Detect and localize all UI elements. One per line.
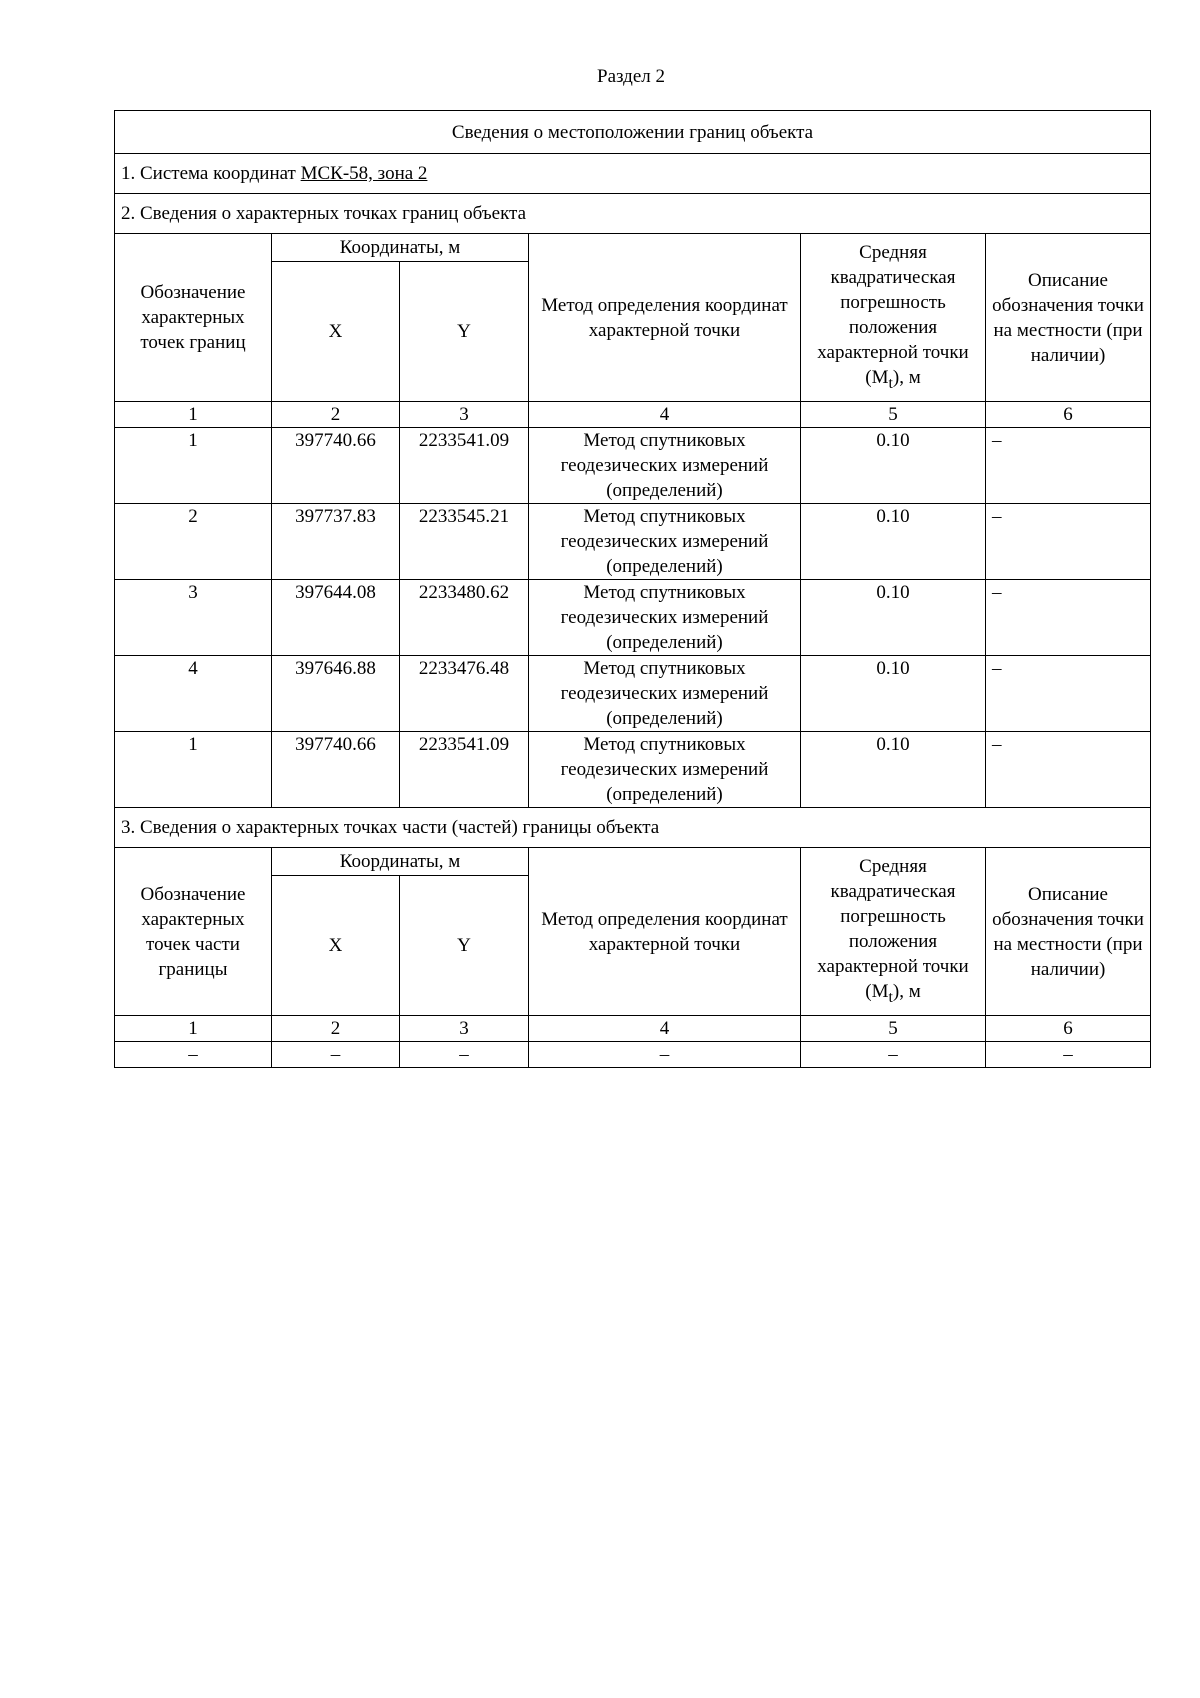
coord-system-prefix: 1. Система координат <box>121 163 301 184</box>
part3-heading-row <box>115 808 1151 848</box>
col-number: 6 <box>986 402 1151 428</box>
point-id: 1 <box>115 732 272 808</box>
col-number: 4 <box>529 1016 801 1042</box>
point-y: 2233545.21 <box>400 504 529 580</box>
empty-cell: – <box>801 1042 986 1068</box>
header-mse-sub: t <box>888 988 893 1006</box>
point-desc: – <box>986 504 1151 580</box>
table-row <box>115 732 1151 808</box>
col-number: 3 <box>400 402 529 428</box>
point-y: 2233480.62 <box>400 580 529 656</box>
col-number: 3 <box>400 1016 529 1042</box>
point-x: 397740.66 <box>272 732 400 808</box>
header-row <box>115 234 1151 262</box>
header-y: Y <box>400 262 529 402</box>
table-row <box>115 504 1151 580</box>
header-mse <box>801 848 986 1016</box>
point-mse: 0.10 <box>801 732 986 808</box>
part3-heading: 3. Сведения о характерных точках части (частей) границы объекта <box>115 808 1151 848</box>
point-method: Метод спутниковых геодезических измерений (определений) <box>529 732 801 808</box>
boundary-table <box>114 110 1151 1068</box>
header-mse-sub: t <box>888 374 893 392</box>
point-method: Метод спутниковых геодезических измерений (определений) <box>529 428 801 504</box>
header-y: Y <box>400 876 529 1016</box>
col-number: 4 <box>529 402 801 428</box>
point-method: Метод спутниковых геодезических измерений (определений) <box>529 656 801 732</box>
col-number: 5 <box>801 402 986 428</box>
empty-cell: – <box>400 1042 529 1068</box>
coord-system-row <box>115 154 1151 194</box>
empty-cell: – <box>529 1042 801 1068</box>
point-y: 2233476.48 <box>400 656 529 732</box>
header-point-designation: Обозначение характерных точек границ <box>115 234 272 402</box>
header-mse-text: Средняя квадратическая погрешность положения характерной точки (M <box>817 241 969 388</box>
col-number: 1 <box>115 402 272 428</box>
col-number: 5 <box>801 1016 986 1042</box>
empty-cell: – <box>986 1042 1151 1068</box>
part2-heading: 2. Сведения о характерных точках границ объекта <box>115 194 1151 234</box>
empty-cell: – <box>272 1042 400 1068</box>
header-mse-tail: ), м <box>892 366 921 388</box>
header-method: Метод определения координат характерной точки <box>529 848 801 1016</box>
point-x: 397646.88 <box>272 656 400 732</box>
column-numbers-row <box>115 402 1151 428</box>
col-number: 6 <box>986 1016 1151 1042</box>
table-title: Сведения о местоположении границ объекта <box>115 111 1151 154</box>
point-method: Метод спутниковых геодезических измерений (определений) <box>529 504 801 580</box>
header-method: Метод определения координат характерной точки <box>529 234 801 402</box>
col-number: 2 <box>272 402 400 428</box>
section-label: Раздел 2 <box>597 66 665 87</box>
table-row <box>115 428 1151 504</box>
point-desc: – <box>986 580 1151 656</box>
header-mse <box>801 234 986 402</box>
point-x: 397740.66 <box>272 428 400 504</box>
point-x: 397644.08 <box>272 580 400 656</box>
point-desc: – <box>986 656 1151 732</box>
title-row <box>115 111 1151 154</box>
header-x: X <box>272 876 400 1016</box>
point-y: 2233541.09 <box>400 732 529 808</box>
col-number: 1 <box>115 1016 272 1042</box>
coord-system-value: МСК-58, зона 2 <box>300 163 428 184</box>
point-mse: 0.10 <box>801 580 986 656</box>
header-mse-tail: ), м <box>892 980 921 1002</box>
point-id: 4 <box>115 656 272 732</box>
point-desc: – <box>986 428 1151 504</box>
point-x: 397737.83 <box>272 504 400 580</box>
point-id: 3 <box>115 580 272 656</box>
table-row <box>115 580 1151 656</box>
point-id: 1 <box>115 428 272 504</box>
point-method: Метод спутниковых геодезических измерений (определений) <box>529 580 801 656</box>
table-row-empty <box>115 1042 1151 1068</box>
header-mse-text: Средняя квадратическая погрешность положения характерной точки (M <box>817 855 969 1002</box>
point-id: 2 <box>115 504 272 580</box>
part-column-numbers-row <box>115 1016 1151 1042</box>
col-number: 2 <box>272 1016 400 1042</box>
header-description: Описание обозначения точки на местности (при наличии) <box>986 848 1151 1016</box>
point-y: 2233541.09 <box>400 428 529 504</box>
point-desc: – <box>986 732 1151 808</box>
coord-system <box>115 154 1151 194</box>
point-mse: 0.10 <box>801 504 986 580</box>
header-x: X <box>272 262 400 402</box>
empty-cell: – <box>115 1042 272 1068</box>
part-header-row <box>115 848 1151 876</box>
part2-heading-row <box>115 194 1151 234</box>
point-mse: 0.10 <box>801 656 986 732</box>
header-coordinates: Координаты, м <box>272 848 529 876</box>
table-row <box>115 656 1151 732</box>
header-point-designation-part: Обозначение характерных точек части границы <box>115 848 272 1016</box>
point-mse: 0.10 <box>801 428 986 504</box>
header-coordinates: Координаты, м <box>272 234 529 262</box>
header-description: Описание обозначения точки на местности (при наличии) <box>986 234 1151 402</box>
